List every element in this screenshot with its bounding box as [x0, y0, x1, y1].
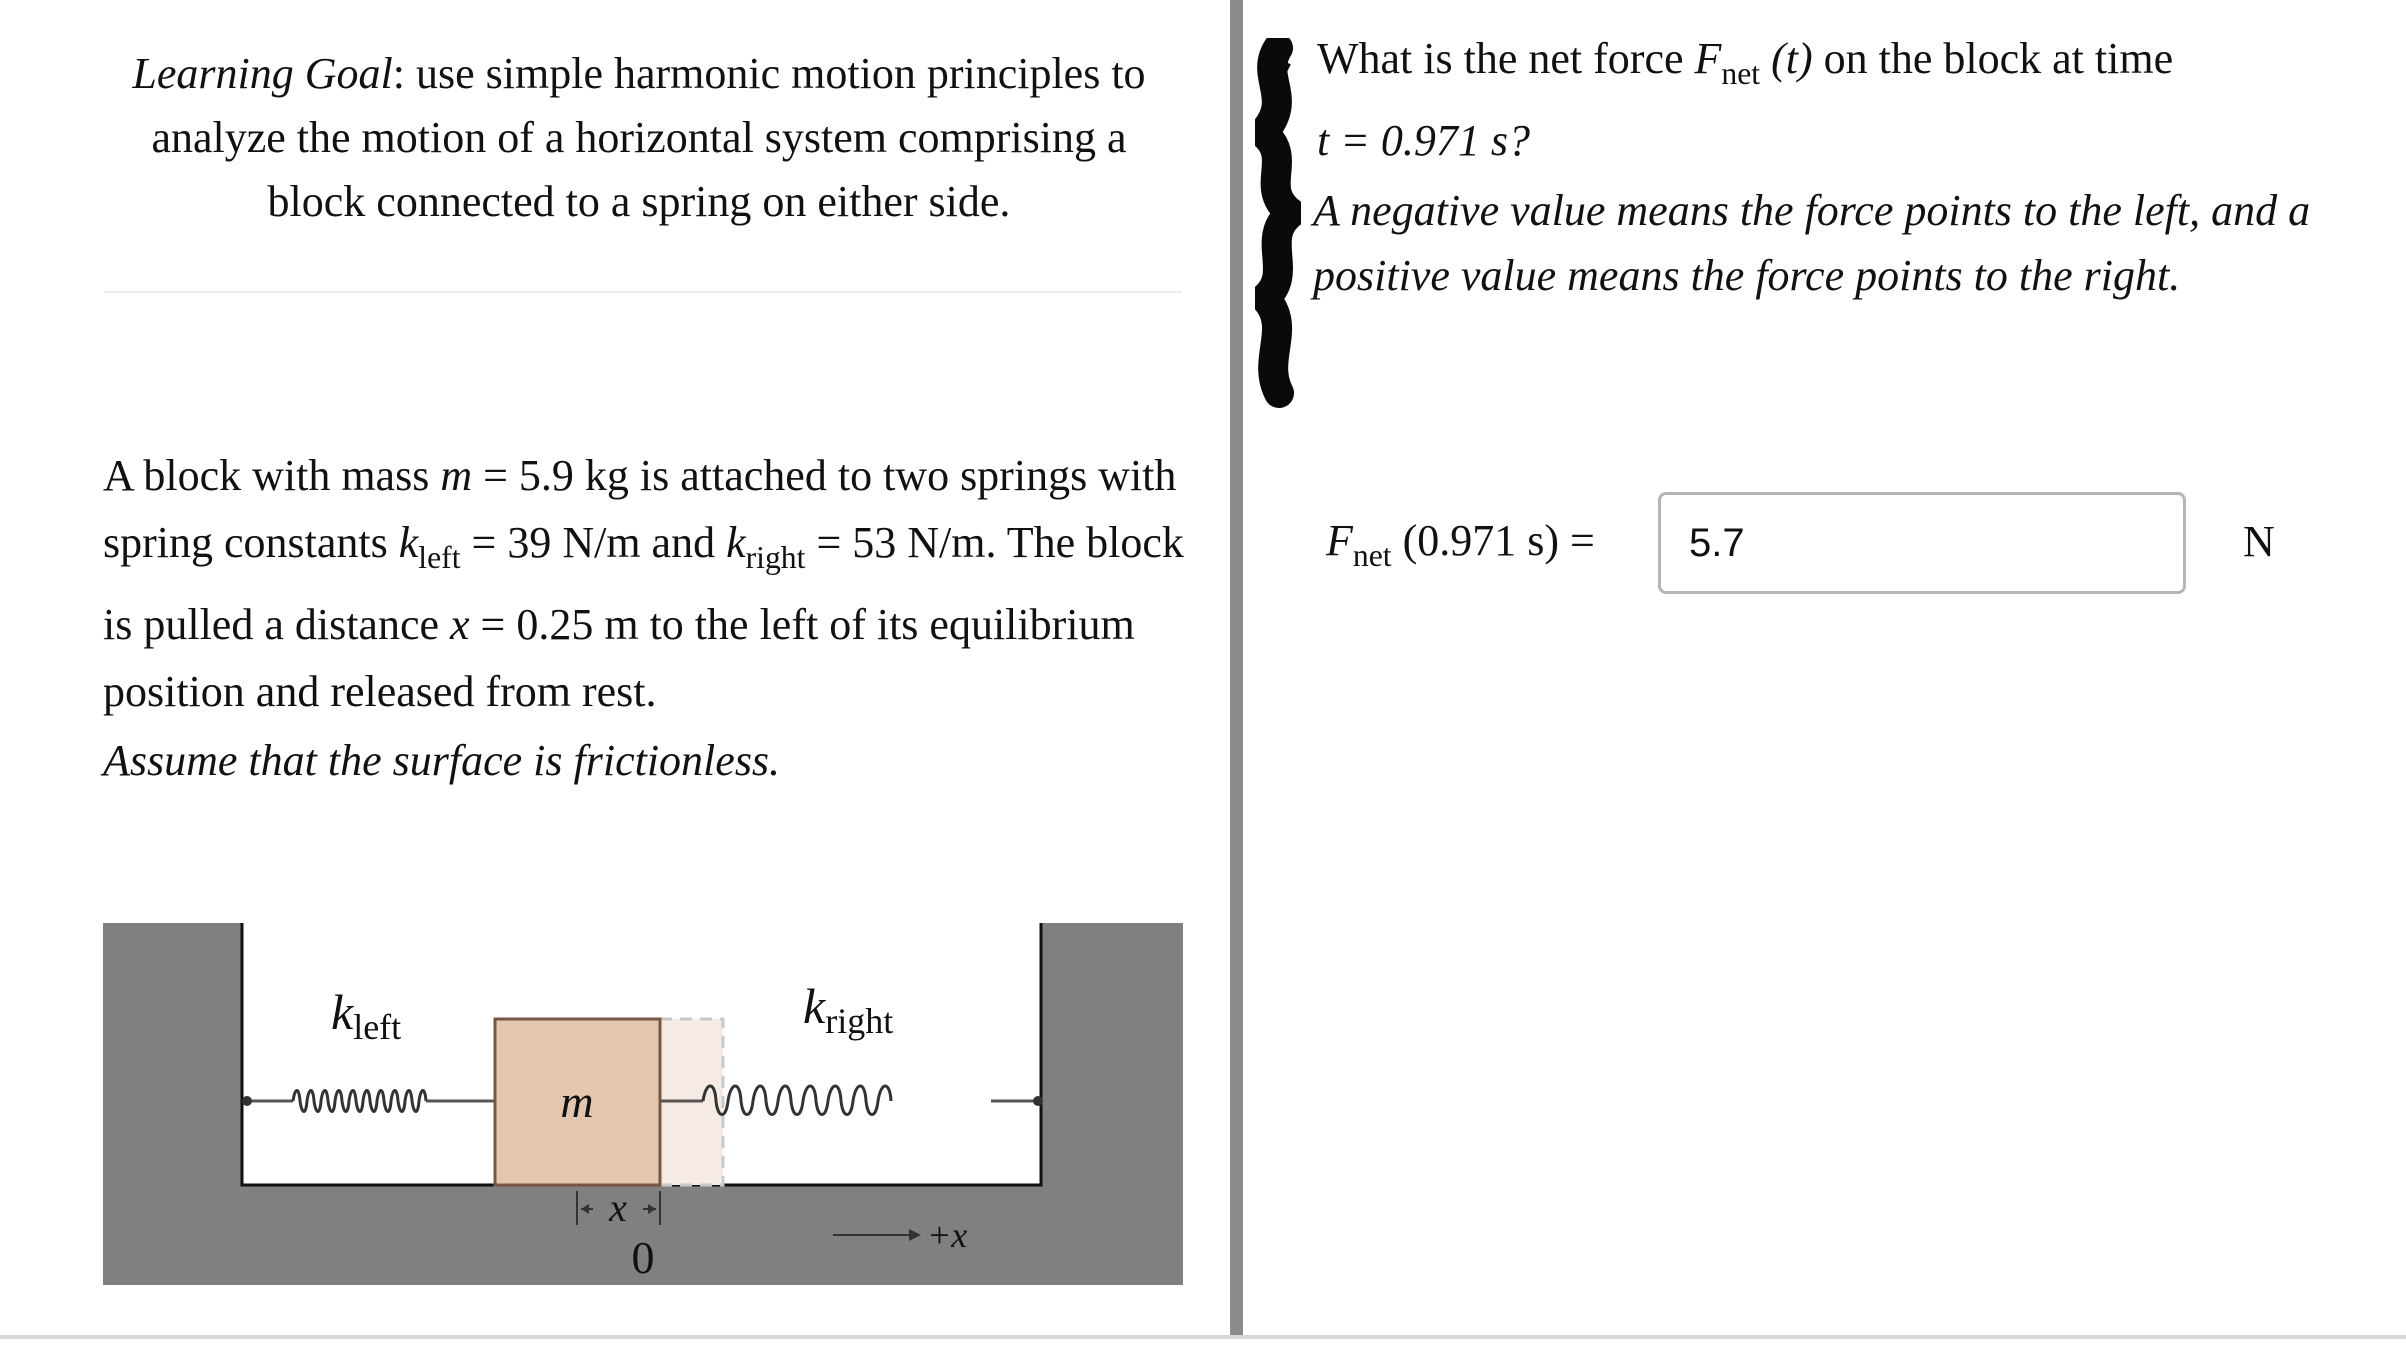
bottom-border — [0, 1335, 2406, 1339]
left-spring — [242, 1091, 495, 1112]
mass-value: = 5.9 kg is attached to two springs with spring constants — [103, 451, 1177, 567]
problem-text: The block is pulled a distance — [103, 518, 1184, 650]
problem-text: A block with mass — [103, 451, 430, 500]
answer-input[interactable] — [1658, 492, 2186, 594]
problem-statement — [103, 442, 1203, 725]
k-left-value: = 39 N/m and — [471, 518, 716, 567]
redaction-scribble — [1255, 38, 1301, 408]
time-argument: (t) — [1771, 34, 1813, 83]
x-value: = 0.25 m to the left of its equilibrium position and released from rest. — [103, 600, 1135, 717]
force-symbol: F — [1694, 34, 1722, 83]
spring-block-diagram — [103, 923, 1183, 1285]
net-subscript: net — [1721, 56, 1761, 92]
section-divider — [104, 291, 1182, 293]
question-suffix: on the block at time — [1823, 34, 2174, 83]
x-label: x — [609, 1185, 627, 1230]
k-symbol: k — [398, 518, 419, 567]
k-left-label: $k_{left}$ — [331, 984, 402, 1047]
question-prefix: What is the net force — [1317, 34, 1684, 83]
answer-label — [1326, 515, 1595, 574]
learning-goal — [104, 42, 1174, 234]
x-symbol: x — [450, 600, 470, 650]
k-right-value: = 53 N/m. — [816, 518, 997, 567]
question-text — [1317, 25, 2367, 174]
answer-label-rest: (0.971 s) = — [1402, 516, 1595, 565]
k-right-label: $k_{right}$ — [803, 978, 894, 1041]
force-symbol: F — [1326, 516, 1353, 565]
learning-goal-text: : use simple harmonic motion principles to analyze the motion of a horizontal system comprising a block connected to a spring on either side. — [151, 49, 1146, 226]
net-subscript: net — [1352, 538, 1392, 574]
answer-unit: N — [2243, 517, 2275, 566]
panel-divider — [1230, 0, 1243, 1337]
axis-label: +x — [927, 1215, 968, 1255]
sign-convention-hint: A negative value means the force points to the left, and a positive value means the force points to the right. — [1313, 186, 2311, 300]
time-expression: t = 0.971 s? — [1317, 116, 1531, 166]
k-symbol: k — [726, 518, 746, 567]
learning-goal-label: Learning Goal — [132, 49, 393, 98]
k-left-subscript: left — [418, 540, 461, 576]
mass-symbol: m — [440, 451, 473, 500]
mass-label: m — [560, 1076, 594, 1127]
assumption-text: Assume that the surface is frictionless. — [103, 736, 781, 785]
origin-label: 0 — [631, 1232, 655, 1283]
k-right-subscript: right — [745, 540, 806, 576]
